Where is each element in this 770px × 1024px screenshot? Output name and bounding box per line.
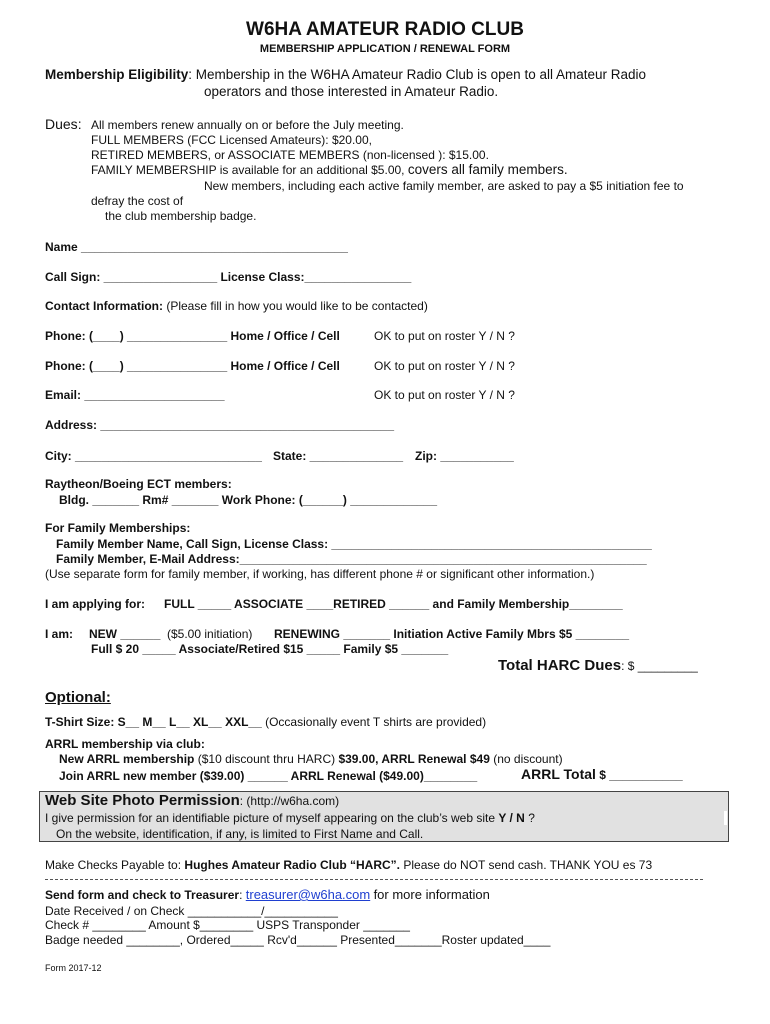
photo-limit-line: On the website, identification, if any, is limited to First Name and Call. (56, 827, 424, 841)
phone2-field[interactable]: Phone: (____) _______________ Home / Office / Cell (45, 359, 340, 373)
family-name-field[interactable]: Family Member Name, Call Sign, License Class: ________________________________________________ (56, 537, 652, 551)
iam-new-note: ($5.00 initiation) (167, 627, 253, 641)
contact-info: Contact Information: (Please fill in how you would like to be contacted) (45, 299, 428, 313)
dues-line6: defray the cost of (91, 194, 184, 208)
dues-line7: the club membership badge. (105, 209, 257, 223)
applying-options[interactable]: FULL _____ ASSOCIATE ____RETIRED ______ and Family Membership________ (164, 597, 623, 611)
office-badge-line: Badge needed ________, Ordered_____ Rcv'd______ Presented_______Roster updated____ (45, 933, 551, 947)
family-email-field[interactable]: Family Member, E-Mail Address:_____________________________________________________________ (56, 552, 647, 566)
callsign-field[interactable]: Call Sign: _________________ License Class:________________ (45, 270, 412, 284)
eligibility-label: Membership Eligibility (45, 67, 189, 82)
office-date-line: Date Received / on Check ___________/___________ (45, 904, 338, 918)
eligibility-line1: Membership Eligibility: Membership in the W6HA Amateur Radio Club is open to all Amateur Radio (45, 67, 647, 82)
photo-permission-line[interactable]: I give permission for an identifiable picture of myself appearing on the club’s web site Y / N ? (45, 811, 535, 825)
family-heading: For Family Memberships: (45, 521, 191, 535)
box-edge-marker (724, 811, 727, 825)
treasurer-email-link[interactable]: treasurer@w6ha.com (245, 887, 371, 902)
iam-label: I am: (45, 627, 74, 641)
roster-ok-3[interactable]: OK to put on roster Y / N ? (374, 388, 515, 402)
optional-heading: Optional: (45, 689, 111, 706)
arrl-new-line: New ARRL membership ($10 discount thru HARC) $39.00, ARRL Renewal $49 (no discount) (59, 752, 563, 766)
state-field[interactable]: State: ______________ (273, 449, 404, 463)
form-version: Form 2017-12 (45, 963, 102, 973)
dues-line1: All members renew annually on or before the July meeting. (91, 118, 404, 132)
raytheon-heading: Raytheon/Boeing ECT members: (45, 477, 232, 491)
photo-title-line: Web Site Photo Permission: (http://w6ha.com) (45, 792, 340, 809)
dues-label: Dues: (45, 116, 82, 132)
arrl-total[interactable]: ARRL Total $ ___________ (521, 766, 683, 782)
office-check-line: Check # ________ Amount $________ USPS Transponder _______ (45, 918, 410, 932)
dues-line2: FULL MEMBERS (FCC Licensed Amateurs): $20.00, (91, 133, 372, 147)
eligibility-line2: operators and those interested in Amateur Radio. (204, 84, 499, 99)
phone1-field[interactable]: Phone: (____) _______________ Home / Office / Cell (45, 329, 340, 343)
iam-new-field[interactable]: NEW ______ (89, 627, 161, 641)
treasurer-line: Send form and check to Treasurer: treasurer@w6ha.com for more information (45, 887, 490, 902)
name-field[interactable]: Name ________________________________________ (45, 240, 348, 254)
total-dues[interactable]: Total HARC Dues: $ _________ (498, 657, 698, 674)
form-subtitle: MEMBERSHIP APPLICATION / RENEWAL FORM (259, 43, 511, 55)
form-title: W6HA AMATEUR RADIO CLUB (246, 19, 524, 40)
iam-fees-line[interactable]: Full $ 20 _____ Associate/Retired $15 _____ Family $5 _______ (91, 642, 449, 656)
zip-field[interactable]: Zip: ___________ (415, 449, 514, 463)
iam-renewing-field[interactable]: RENEWING _______ Initiation Active Family Mbrs $5 ________ (274, 627, 630, 641)
dues-line4: FAMILY MEMBERSHIP is available for an additional $5.00, covers all family members. (91, 162, 568, 177)
family-note: (Use separate form for family member, if working, has different phone # or significant other information.) (45, 567, 595, 581)
address-field[interactable]: Address: ____________________________________________ (45, 418, 394, 432)
dues-line3: RETIRED MEMBERS, or ASSOCIATE MEMBERS (non-licensed ): $15.00. (91, 148, 489, 162)
checks-payable-line: Make Checks Payable to: Hughes Amateur Radio Club “HARC”. Please do NOT send cash. THANK YOU es 73 (45, 858, 653, 872)
arrl-heading: ARRL membership via club: (45, 737, 205, 751)
raytheon-line[interactable]: Bldg. _______ Rm# _______ Work Phone: (______) _____________ (59, 493, 438, 507)
roster-ok-2[interactable]: OK to put on roster Y / N ? (374, 359, 515, 373)
city-field[interactable]: City: ____________________________ (45, 449, 262, 463)
cut-line-divider (45, 879, 703, 880)
dues-line5: New members, including each active family member, are asked to pay a $5 initiation fee to (204, 179, 684, 193)
applying-label: I am applying for: (45, 597, 146, 611)
tshirt-line[interactable]: T-Shirt Size: S__ M__ L__ XL__ XXL__ (Occasionally event T shirts are provided) (45, 715, 487, 729)
arrl-join-line[interactable]: Join ARRL new member ($39.00) ______ ARRL Renewal ($49.00)________ (59, 769, 478, 783)
email-field[interactable]: Email: _____________________ (45, 388, 225, 402)
roster-ok-1[interactable]: OK to put on roster Y / N ? (374, 329, 515, 343)
